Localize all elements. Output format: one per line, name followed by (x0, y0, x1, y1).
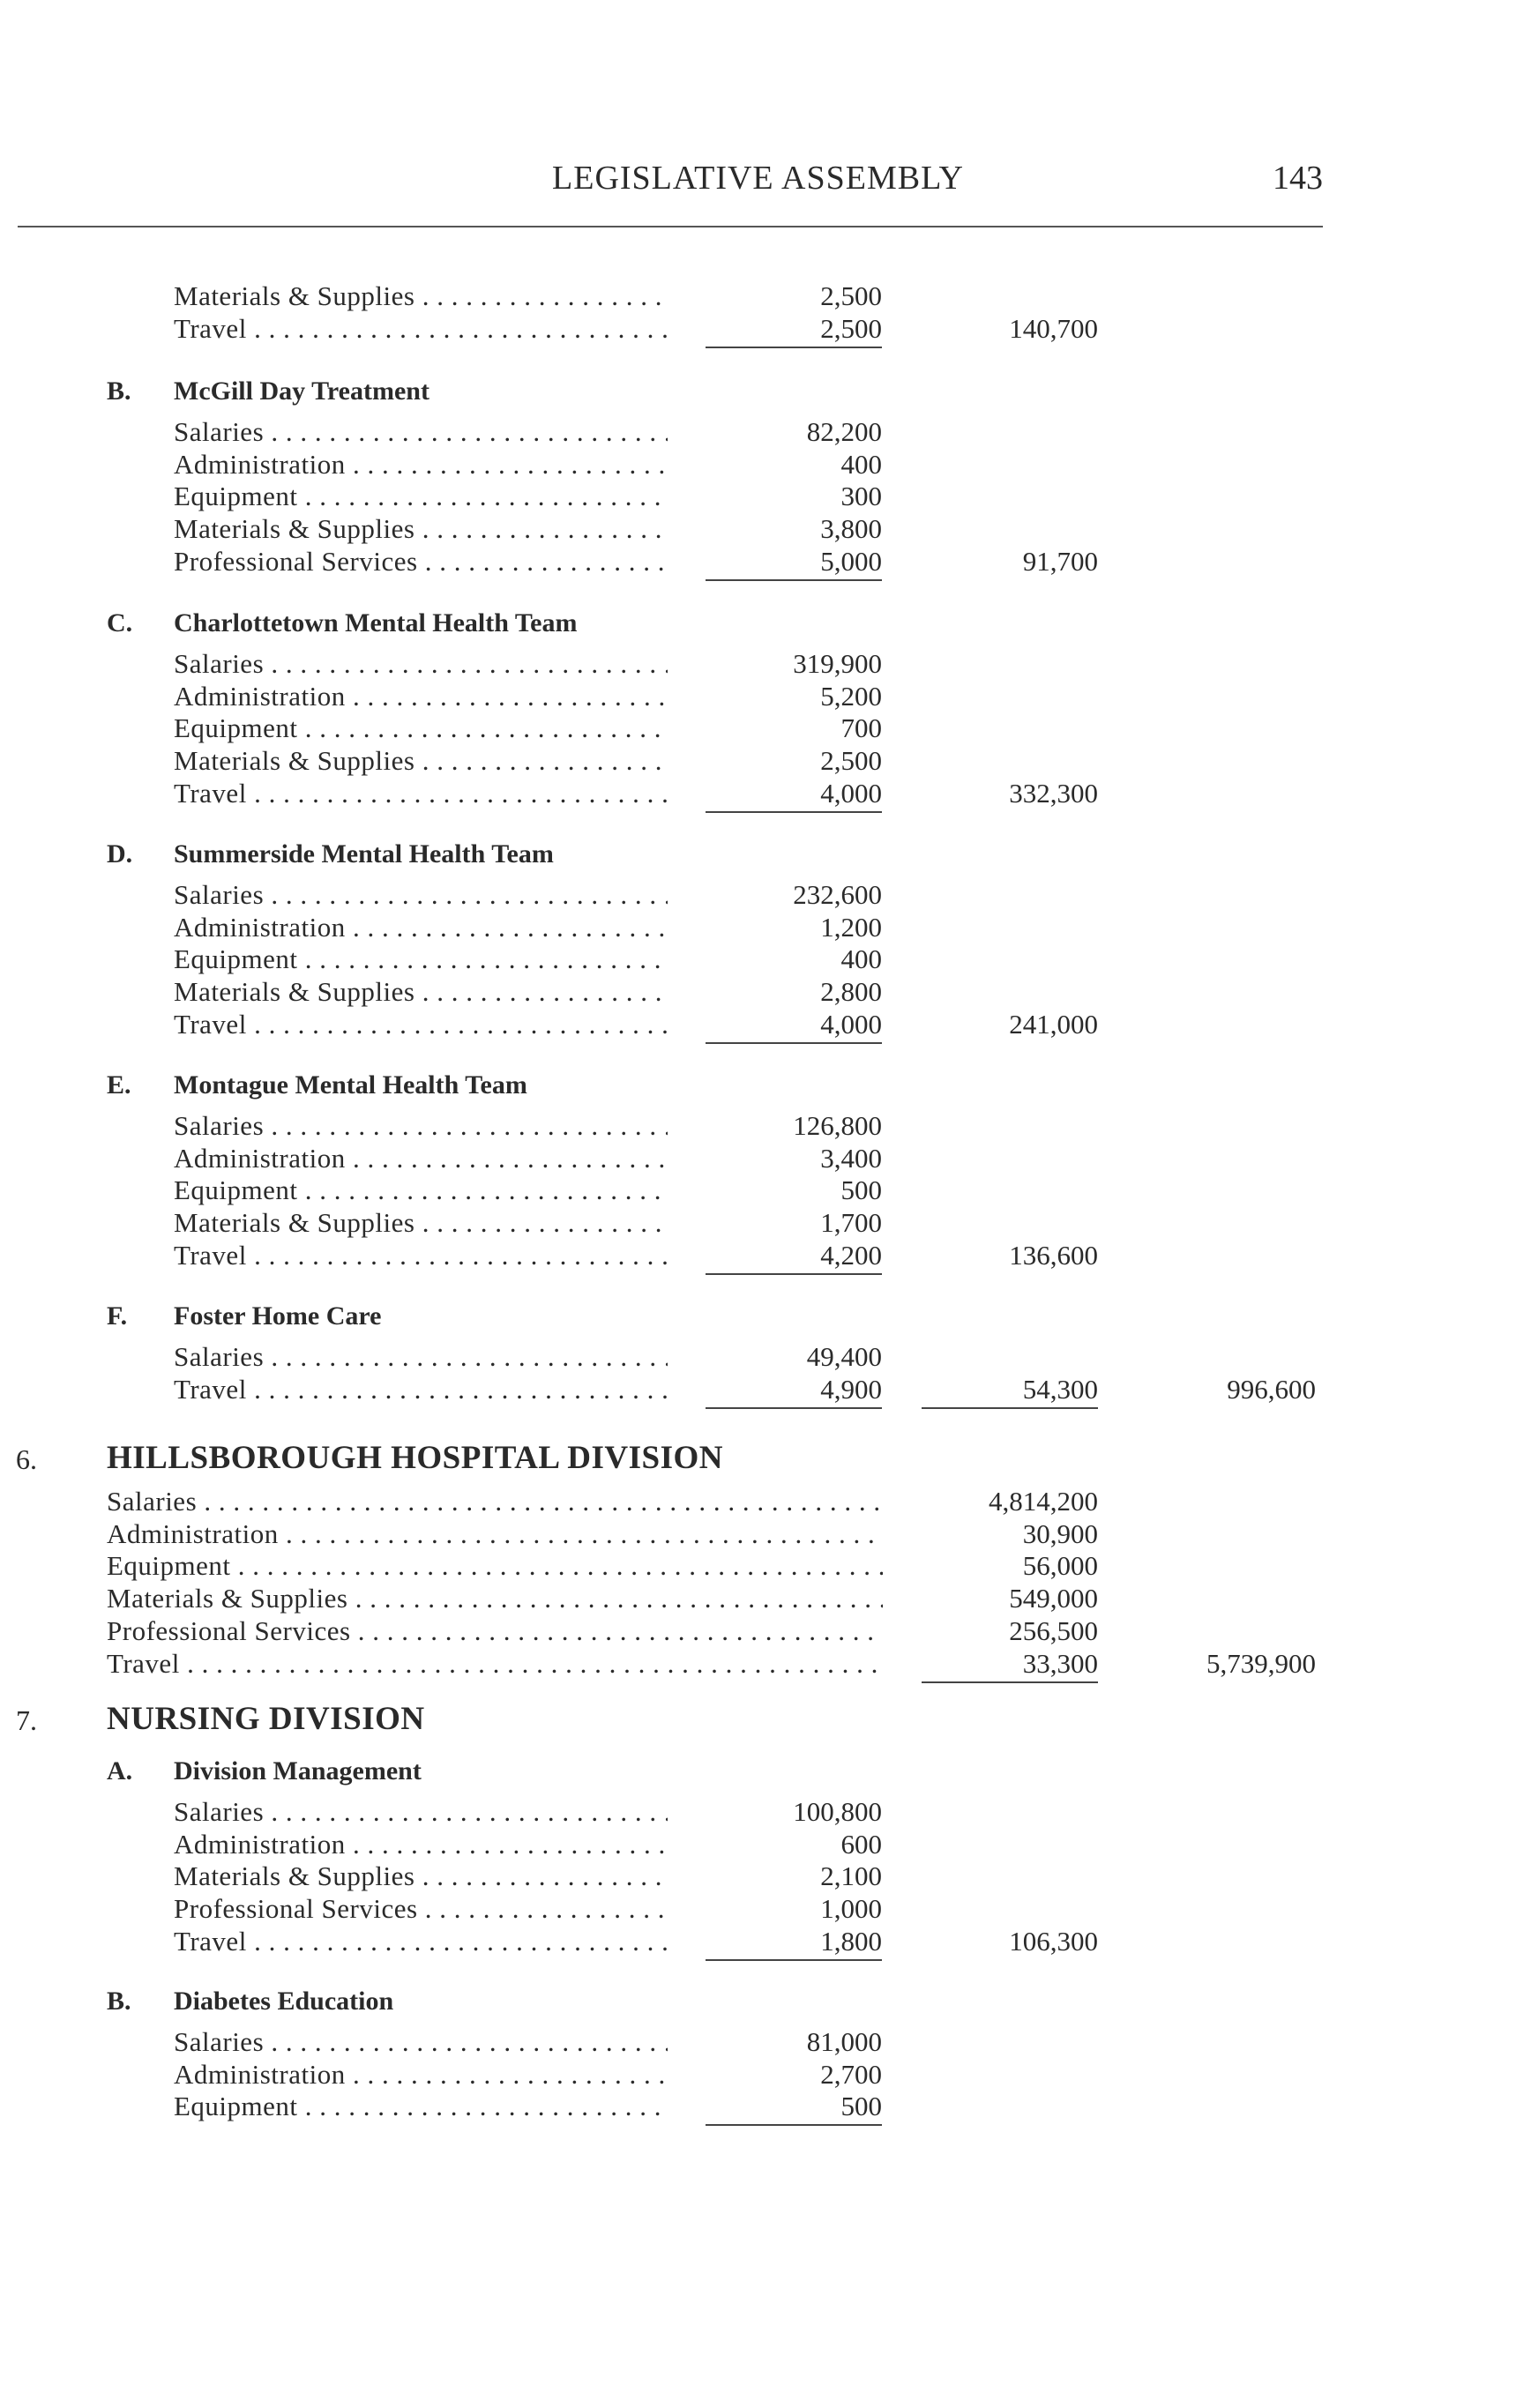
section-title: McGill Day Treatment (174, 376, 429, 406)
line-item (0, 280, 1516, 314)
line-item-label: Equipment . . . (174, 2091, 668, 2122)
line-item (0, 1860, 1516, 1894)
line-item-amount: 1,800 (706, 1926, 882, 1961)
line-item-amount: 100,800 (793, 1796, 882, 1827)
line-item-label: Administration . . . (107, 1518, 883, 1550)
section-letter: F. (107, 1301, 128, 1331)
line-item (0, 1518, 1516, 1552)
line-item-label: Materials & Supplies . . . (174, 976, 668, 1008)
line-item-subtotal: 332,300 (1009, 777, 1098, 809)
line-item (0, 1341, 1516, 1375)
line-item-label: Administration . . . (174, 912, 668, 943)
line-item (0, 449, 1516, 482)
line-item-amount: 4,000 (706, 778, 882, 813)
line-item (0, 1583, 1516, 1616)
line-item (0, 712, 1516, 746)
line-item-label: Salaries . . . (174, 416, 668, 448)
line-item-label: Professional Services . . . (107, 1615, 883, 1647)
line-item (0, 1926, 1516, 1959)
page-title: LEGISLATIVE ASSEMBLY (552, 160, 964, 197)
section-title: Foster Home Care (174, 1301, 382, 1331)
line-item (0, 1486, 1516, 1519)
section-letter: E. (107, 1070, 131, 1100)
line-item (0, 2026, 1516, 2060)
line-item (0, 416, 1516, 450)
line-item (0, 2059, 1516, 2092)
line-item (0, 912, 1516, 945)
line-item-amount: 4,000 (706, 1009, 882, 1044)
line-item (0, 513, 1516, 547)
line-item-amount: 4,200 (706, 1240, 882, 1275)
line-item (0, 2091, 1516, 2124)
line-item-label: Equipment . . . (174, 943, 668, 975)
section-title: Summerside Mental Health Team (174, 839, 554, 869)
line-item (0, 1207, 1516, 1241)
line-item-amount: 600 (840, 1828, 882, 1860)
line-item-subtotal: 30,900 (1022, 1517, 1098, 1549)
line-item-subtotal: 136,600 (1009, 1239, 1098, 1271)
line-item (0, 1615, 1516, 1649)
line-item-subtotal: 106,300 (1009, 1925, 1098, 1957)
line-item-label: Travel . . . (174, 778, 668, 809)
line-item-amount: 232,600 (793, 879, 882, 910)
line-item-subtotal: 54,300 (922, 1374, 1098, 1409)
line-item-amount: 3,800 (820, 513, 882, 545)
line-item (0, 648, 1516, 682)
line-item-total: 5,739,900 (1206, 1647, 1316, 1679)
line-item-amount: 400 (840, 943, 882, 975)
line-item-amount: 300 (840, 481, 882, 512)
line-item (0, 1240, 1516, 1273)
line-item-subtotal: 91,700 (1022, 545, 1098, 577)
line-item-amount: 3,400 (820, 1142, 882, 1174)
section-letter: A. (107, 1756, 133, 1785)
line-item (0, 1143, 1516, 1176)
line-item-label: Travel . . . (174, 1009, 668, 1040)
line-item-amount: 2,500 (706, 313, 882, 348)
line-item (0, 1829, 1516, 1862)
line-item (0, 1374, 1516, 1407)
line-item-label: Materials & Supplies . . . (174, 513, 668, 545)
section-title: Diabetes Education (174, 1987, 394, 2016)
line-item (0, 879, 1516, 913)
line-item-label: Salaries . . . (107, 1486, 883, 1517)
division-title: NURSING DIVISION (107, 1701, 425, 1737)
line-item-label: Materials & Supplies . . . (174, 745, 668, 777)
line-item-subtotal: 56,000 (1022, 1550, 1098, 1582)
line-item (0, 1893, 1516, 1927)
line-item-subtotal: 4,814,200 (989, 1486, 1098, 1517)
line-item-amount: 126,800 (793, 1110, 882, 1141)
division-number: 6. (16, 1443, 37, 1475)
line-item-label: Salaries . . . (174, 2026, 668, 2058)
line-item-label: Administration . . . (174, 1829, 668, 1860)
line-item-label: Equipment . . . (174, 712, 668, 744)
line-item (0, 1174, 1516, 1208)
line-item (0, 1009, 1516, 1042)
line-item-amount: 49,400 (806, 1341, 882, 1372)
line-item-amount: 319,900 (793, 648, 882, 679)
line-item-amount: 1,200 (820, 911, 882, 943)
line-item-subtotal: 140,700 (1009, 312, 1098, 344)
line-item-amount: 2,800 (820, 976, 882, 1008)
line-item-label: Salaries . . . (174, 648, 668, 680)
division-number: 7. (16, 1704, 37, 1736)
line-item-label: Equipment . . . (174, 481, 668, 512)
line-item-label: Equipment . . . (174, 1174, 668, 1206)
line-item-label: Travel . . . (174, 313, 668, 345)
page-number: 143 (1273, 160, 1323, 197)
line-item (0, 943, 1516, 977)
section-letter: D. (107, 839, 133, 869)
line-item-subtotal: 241,000 (1009, 1008, 1098, 1040)
line-item-amount: 81,000 (806, 2026, 882, 2057)
line-item-amount: 4,900 (706, 1374, 882, 1409)
line-item (0, 1110, 1516, 1144)
line-item-label: Travel . . . (107, 1648, 883, 1680)
line-item-amount: 82,200 (806, 416, 882, 447)
line-item-label: Salaries . . . (174, 879, 668, 911)
line-item-amount: 1,700 (820, 1207, 882, 1239)
section-letter: B. (107, 1987, 131, 2016)
line-item-amount: 5,200 (820, 680, 882, 712)
line-item (0, 1648, 1516, 1681)
line-item (0, 778, 1516, 811)
line-item (0, 1550, 1516, 1584)
line-item-label: Materials & Supplies . . . (107, 1583, 883, 1614)
header-divider (18, 226, 1323, 227)
section-letter: C. (107, 608, 133, 637)
line-item (0, 976, 1516, 1010)
line-item-subtotal: 256,500 (1009, 1614, 1098, 1646)
line-item-label: Travel . . . (174, 1240, 668, 1271)
line-item-label: Professional Services . . . (174, 546, 668, 578)
line-item-label: Travel . . . (174, 1926, 668, 1957)
line-item (0, 546, 1516, 579)
line-item-amount: 2,500 (820, 745, 882, 777)
section-title: Montague Mental Health Team (174, 1070, 527, 1100)
line-item-label: Administration . . . (174, 449, 668, 481)
section-letter: B. (107, 376, 131, 406)
line-item-label: Professional Services . . . (174, 1893, 668, 1925)
line-item-label: Travel . . . (174, 1374, 668, 1405)
line-item-label: Materials & Supplies . . . (174, 1860, 668, 1892)
line-item-amount: 400 (840, 448, 882, 480)
line-item-amount: 500 (840, 1174, 882, 1206)
line-item-amount: 5,000 (706, 546, 882, 581)
section-title: Charlottetown Mental Health Team (174, 608, 578, 637)
line-item-amount: 500 (706, 2091, 882, 2126)
section-title: Division Management (174, 1756, 422, 1785)
line-item-label: Administration . . . (174, 681, 668, 712)
line-item (0, 745, 1516, 779)
line-item-amount: 1,000 (820, 1893, 882, 1925)
line-item-amount: 2,500 (820, 280, 882, 311)
line-item-label: Materials & Supplies . . . (174, 1207, 668, 1239)
division-title: HILLSBOROUGH HOSPITAL DIVISION (107, 1440, 723, 1476)
line-item (0, 681, 1516, 714)
line-item-amount: 2,700 (820, 2058, 882, 2090)
line-item (0, 1796, 1516, 1830)
line-item-label: Materials & Supplies . . . (174, 280, 668, 312)
line-item-subtotal: 549,000 (1009, 1583, 1098, 1614)
line-item-label: Salaries . . . (174, 1796, 668, 1828)
line-item-subtotal: 33,300 (922, 1648, 1098, 1683)
line-item-total: 996,600 (1227, 1373, 1316, 1405)
line-item-label: Salaries . . . (174, 1110, 668, 1142)
line-item-label: Salaries . . . (174, 1341, 668, 1373)
line-item-label: Administration . . . (174, 2059, 668, 2091)
line-item-label: Equipment . . . (107, 1550, 883, 1582)
line-item (0, 481, 1516, 514)
line-item-amount: 2,100 (820, 1860, 882, 1892)
line-item-amount: 700 (840, 712, 882, 744)
line-item (0, 313, 1516, 347)
line-item-label: Administration . . . (174, 1143, 668, 1174)
